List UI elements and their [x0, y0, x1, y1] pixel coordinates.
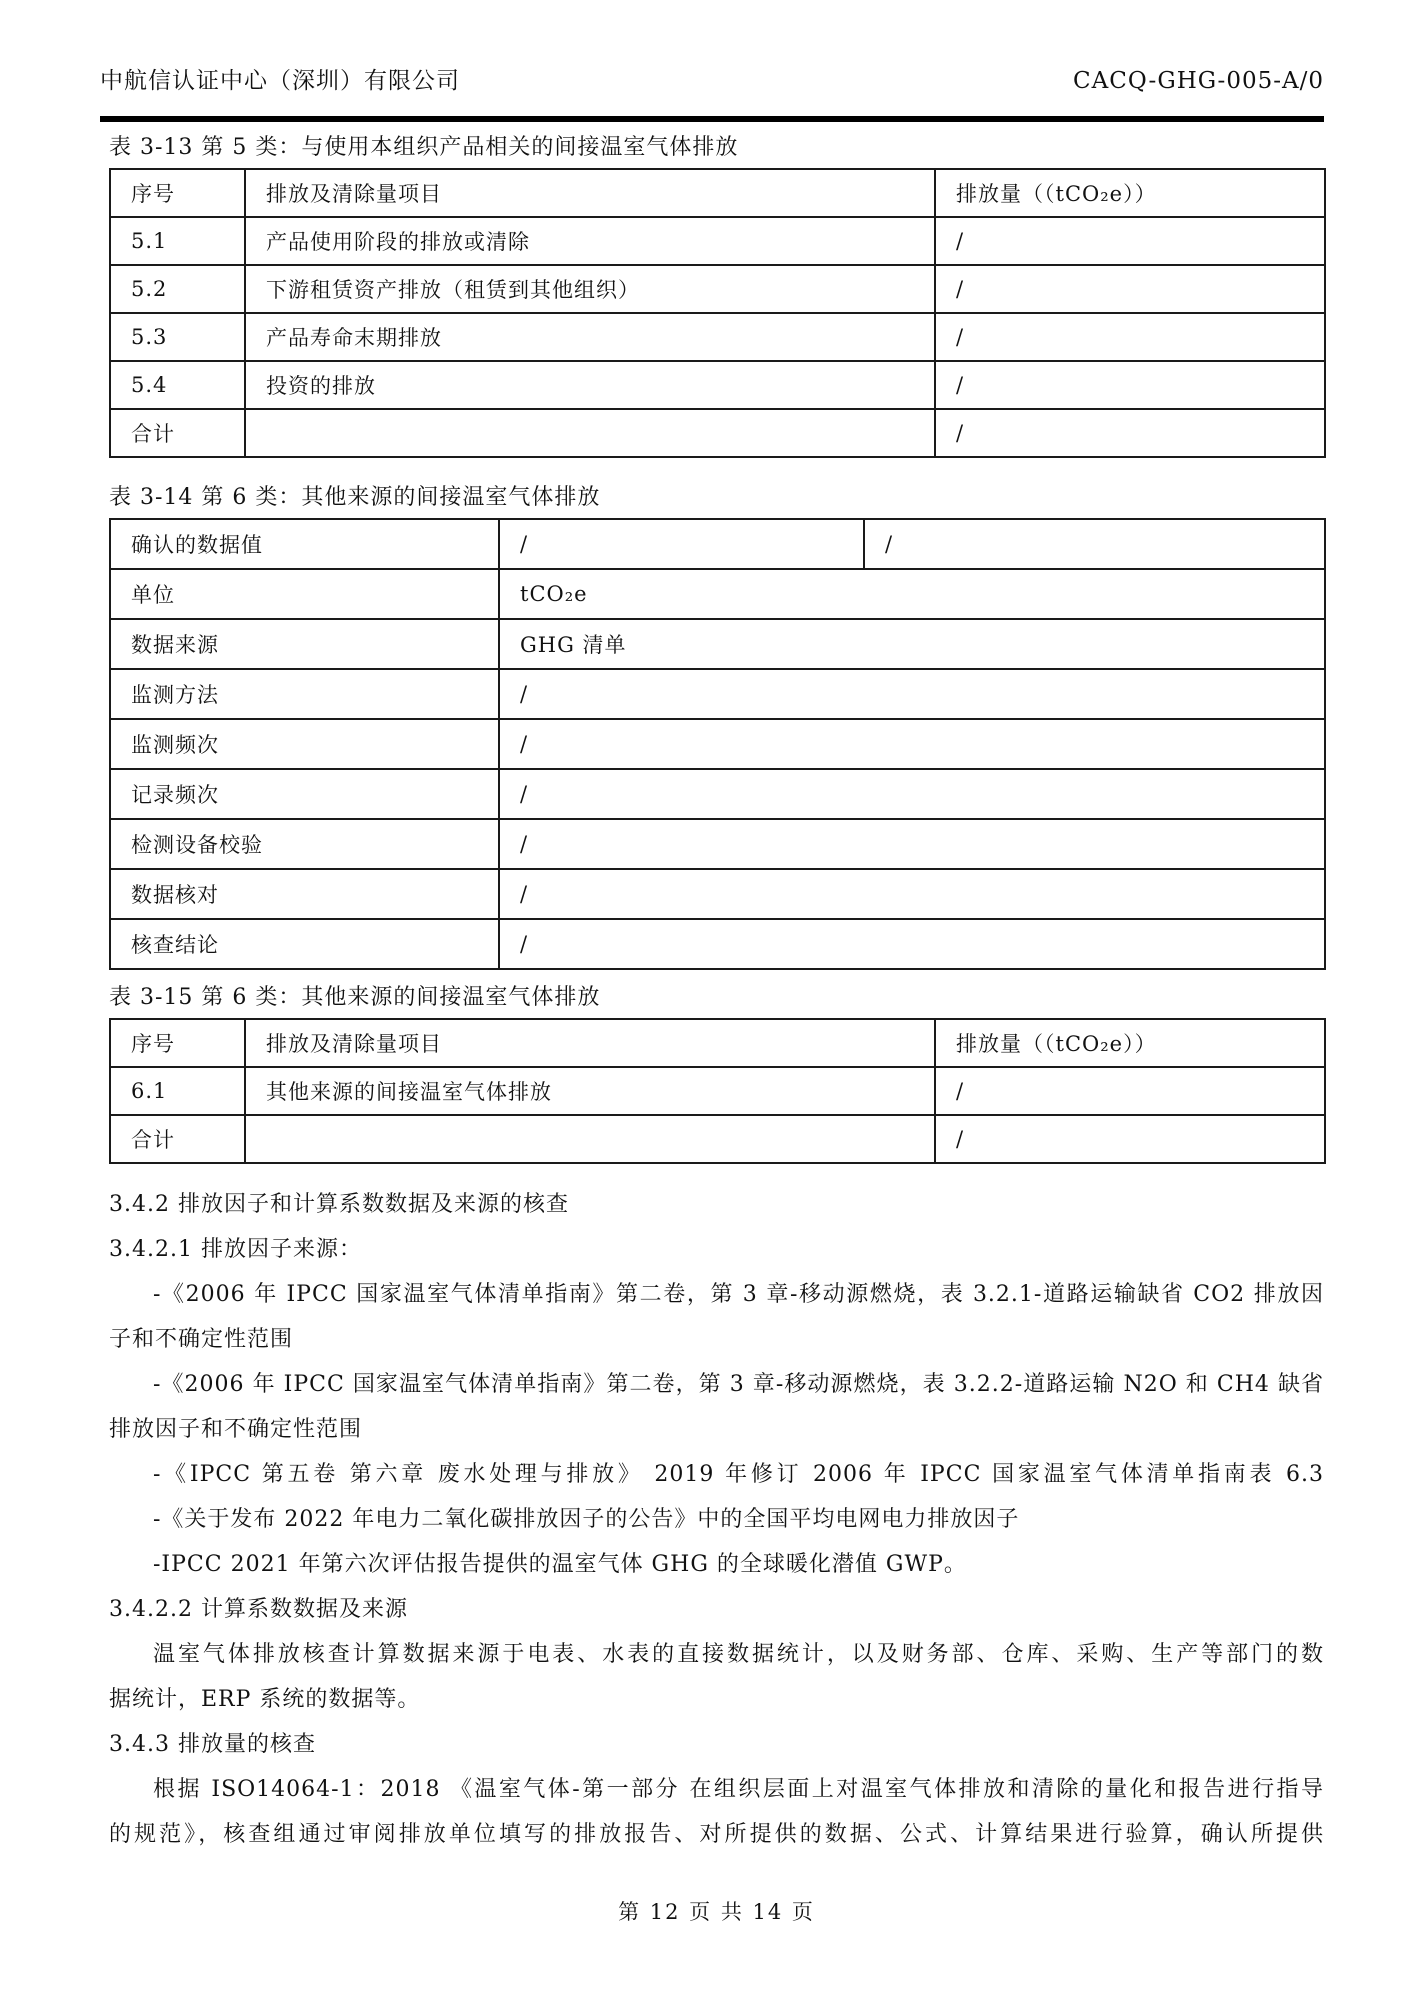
value-cell: GHG 清单 [499, 619, 1325, 669]
table-3-15 [109, 1018, 1326, 1164]
paragraph-line: -《2006 年 IPCC 国家温室气体清单指南》第二卷，第 3 章-移动源燃烧，表 3.2.2-道路运输 N2O 和 CH4 缺省 [153, 1372, 1324, 1397]
cell: 投资的排放 [245, 361, 935, 409]
cell: / [935, 217, 1325, 265]
cell: / [935, 361, 1325, 409]
cell: 5.2 [110, 265, 245, 313]
table-3-13 [109, 168, 1326, 458]
table-row [110, 361, 1325, 409]
row-label-cell: 核查结论 [110, 919, 499, 969]
value-cell: tCO₂e [499, 569, 1325, 619]
cell: 其他来源的间接温室气体排放 [245, 1067, 935, 1115]
page-content [109, 0, 1324, 1857]
table-row [110, 919, 1325, 969]
table-header-row [110, 169, 1325, 217]
cell: / [935, 1115, 1325, 1163]
table-3-13-caption: 表 3-13 第 5 类：与使用本组织产品相关的间接温室气体排放 [109, 135, 739, 160]
paragraph-line: -《2006 年 IPCC 国家温室气体清单指南》第二卷，第 3 章-移动源燃烧，表 3.2.1-道路运输缺省 CO2 排放因 [153, 1282, 1324, 1307]
table-row [110, 619, 1325, 669]
row-label-cell: 监测频次 [110, 719, 499, 769]
row-label-cell: 数据核对 [110, 869, 499, 919]
row-label-cell: 单位 [110, 569, 499, 619]
table-row [110, 265, 1325, 313]
header-cell: 序号 [110, 169, 245, 217]
cell: 6.1 [110, 1067, 245, 1115]
row-label-cell: 确认的数据值 [110, 519, 499, 569]
table-row [110, 569, 1325, 619]
paragraph-line: 3.4.2 排放因子和计算系数数据及来源的核查 [109, 1192, 569, 1217]
value-cell: / [499, 869, 1325, 919]
row-label-cell: 数据来源 [110, 619, 499, 669]
paragraph-line: -《关于发布 2022 年电力二氧化碳排放因子的公告》中的全国平均电网电力排放因子 [153, 1507, 1020, 1532]
table-row [110, 519, 1325, 569]
cell [245, 1115, 935, 1163]
cell: 产品使用阶段的排放或清除 [245, 217, 935, 265]
table-row [110, 819, 1325, 869]
page-footer [109, 1896, 1324, 1926]
row-label-cell: 检测设备校验 [110, 819, 499, 869]
cell: 5.4 [110, 361, 245, 409]
table-3-14-caption: 表 3-14 第 6 类：其他来源的间接温室气体排放 [109, 485, 601, 510]
paragraph-line: 的规范》，核查组通过审阅排放单位填写的排放报告、对所提供的数据、公式、计算结果进行验算，确认所提供 [109, 1822, 1324, 1847]
cell: / [935, 1067, 1325, 1115]
cell: / [935, 313, 1325, 361]
header-cell: 排放及清除量项目 [245, 169, 935, 217]
cell: / [935, 265, 1325, 313]
document-code: CACQ-GHG-005-A/0 [1073, 68, 1324, 94]
value-cell: / [864, 519, 1325, 569]
page-number-text: 第 12 页 共 14 页 [618, 1900, 815, 1924]
value-cell: / [499, 919, 1325, 969]
paragraph-line: 子和不确定性范围 [109, 1327, 294, 1352]
table-3-14 [109, 518, 1326, 970]
table-3-15-caption: 表 3-15 第 6 类：其他来源的间接温室气体排放 [109, 985, 601, 1010]
table-header-row [110, 1019, 1325, 1067]
value-cell: / [499, 669, 1325, 719]
paragraph-line: 3.4.2.1 排放因子来源： [109, 1237, 362, 1262]
value-cell: / [499, 719, 1325, 769]
company-name: 中航信认证中心（深圳）有限公司 [100, 68, 460, 94]
value-cell: / [499, 819, 1325, 869]
value-cell: / [499, 769, 1325, 819]
body-text [109, 1182, 1324, 1857]
cell [245, 409, 935, 457]
cell: 产品寿命末期排放 [245, 313, 935, 361]
value-cell: / [499, 519, 864, 569]
table-row [110, 769, 1325, 819]
cell: 合计 [110, 409, 245, 457]
paragraph-line: 3.4.3 排放量的核查 [109, 1732, 316, 1757]
table-row [110, 1115, 1325, 1163]
cell: 下游租赁资产排放（租赁到其他组织） [245, 265, 935, 313]
paragraph-line: 排放因子和不确定性范围 [109, 1417, 363, 1442]
table-row [110, 719, 1325, 769]
paragraph-line: 据统计，ERP 系统的数据等。 [109, 1687, 421, 1712]
header-cell: 排放量（（tCO₂e）） [935, 1019, 1325, 1067]
header-cell: 排放量（（tCO₂e）） [935, 169, 1325, 217]
header-cell: 序号 [110, 1019, 245, 1067]
paragraph-line: 根据 ISO14064-1：2018 《温室气体-第一部分 在组织层面上对温室气体排放和清除的量化和报告进行指导 [153, 1777, 1324, 1802]
paragraph-line: 3.4.2.2 计算系数数据及来源 [109, 1597, 408, 1622]
cell: 5.1 [110, 217, 245, 265]
table-row [110, 313, 1325, 361]
cell: / [935, 409, 1325, 457]
table-row [110, 869, 1325, 919]
paragraph-line: 温室气体排放核查计算数据来源于电表、水表的直接数据统计，以及财务部、仓库、采购、生产等部门的数 [153, 1642, 1324, 1667]
table-row [110, 409, 1325, 457]
table-row [110, 1067, 1325, 1115]
row-label-cell: 记录频次 [110, 769, 499, 819]
row-label-cell: 监测方法 [110, 669, 499, 719]
cell: 合计 [110, 1115, 245, 1163]
header-cell: 排放及清除量项目 [245, 1019, 935, 1067]
paragraph-line: -《IPCC 第五卷 第六章 废水处理与排放》 2019 年修订 2006 年 IPCC 国家温室气体清单指南表 6.3 [153, 1462, 1324, 1487]
table-row [110, 217, 1325, 265]
table-row [110, 669, 1325, 719]
cell: 5.3 [110, 313, 245, 361]
paragraph-line: -IPCC 2021 年第六次评估报告提供的温室气体 GHG 的全球暖化潜值 GWP。 [153, 1552, 967, 1577]
